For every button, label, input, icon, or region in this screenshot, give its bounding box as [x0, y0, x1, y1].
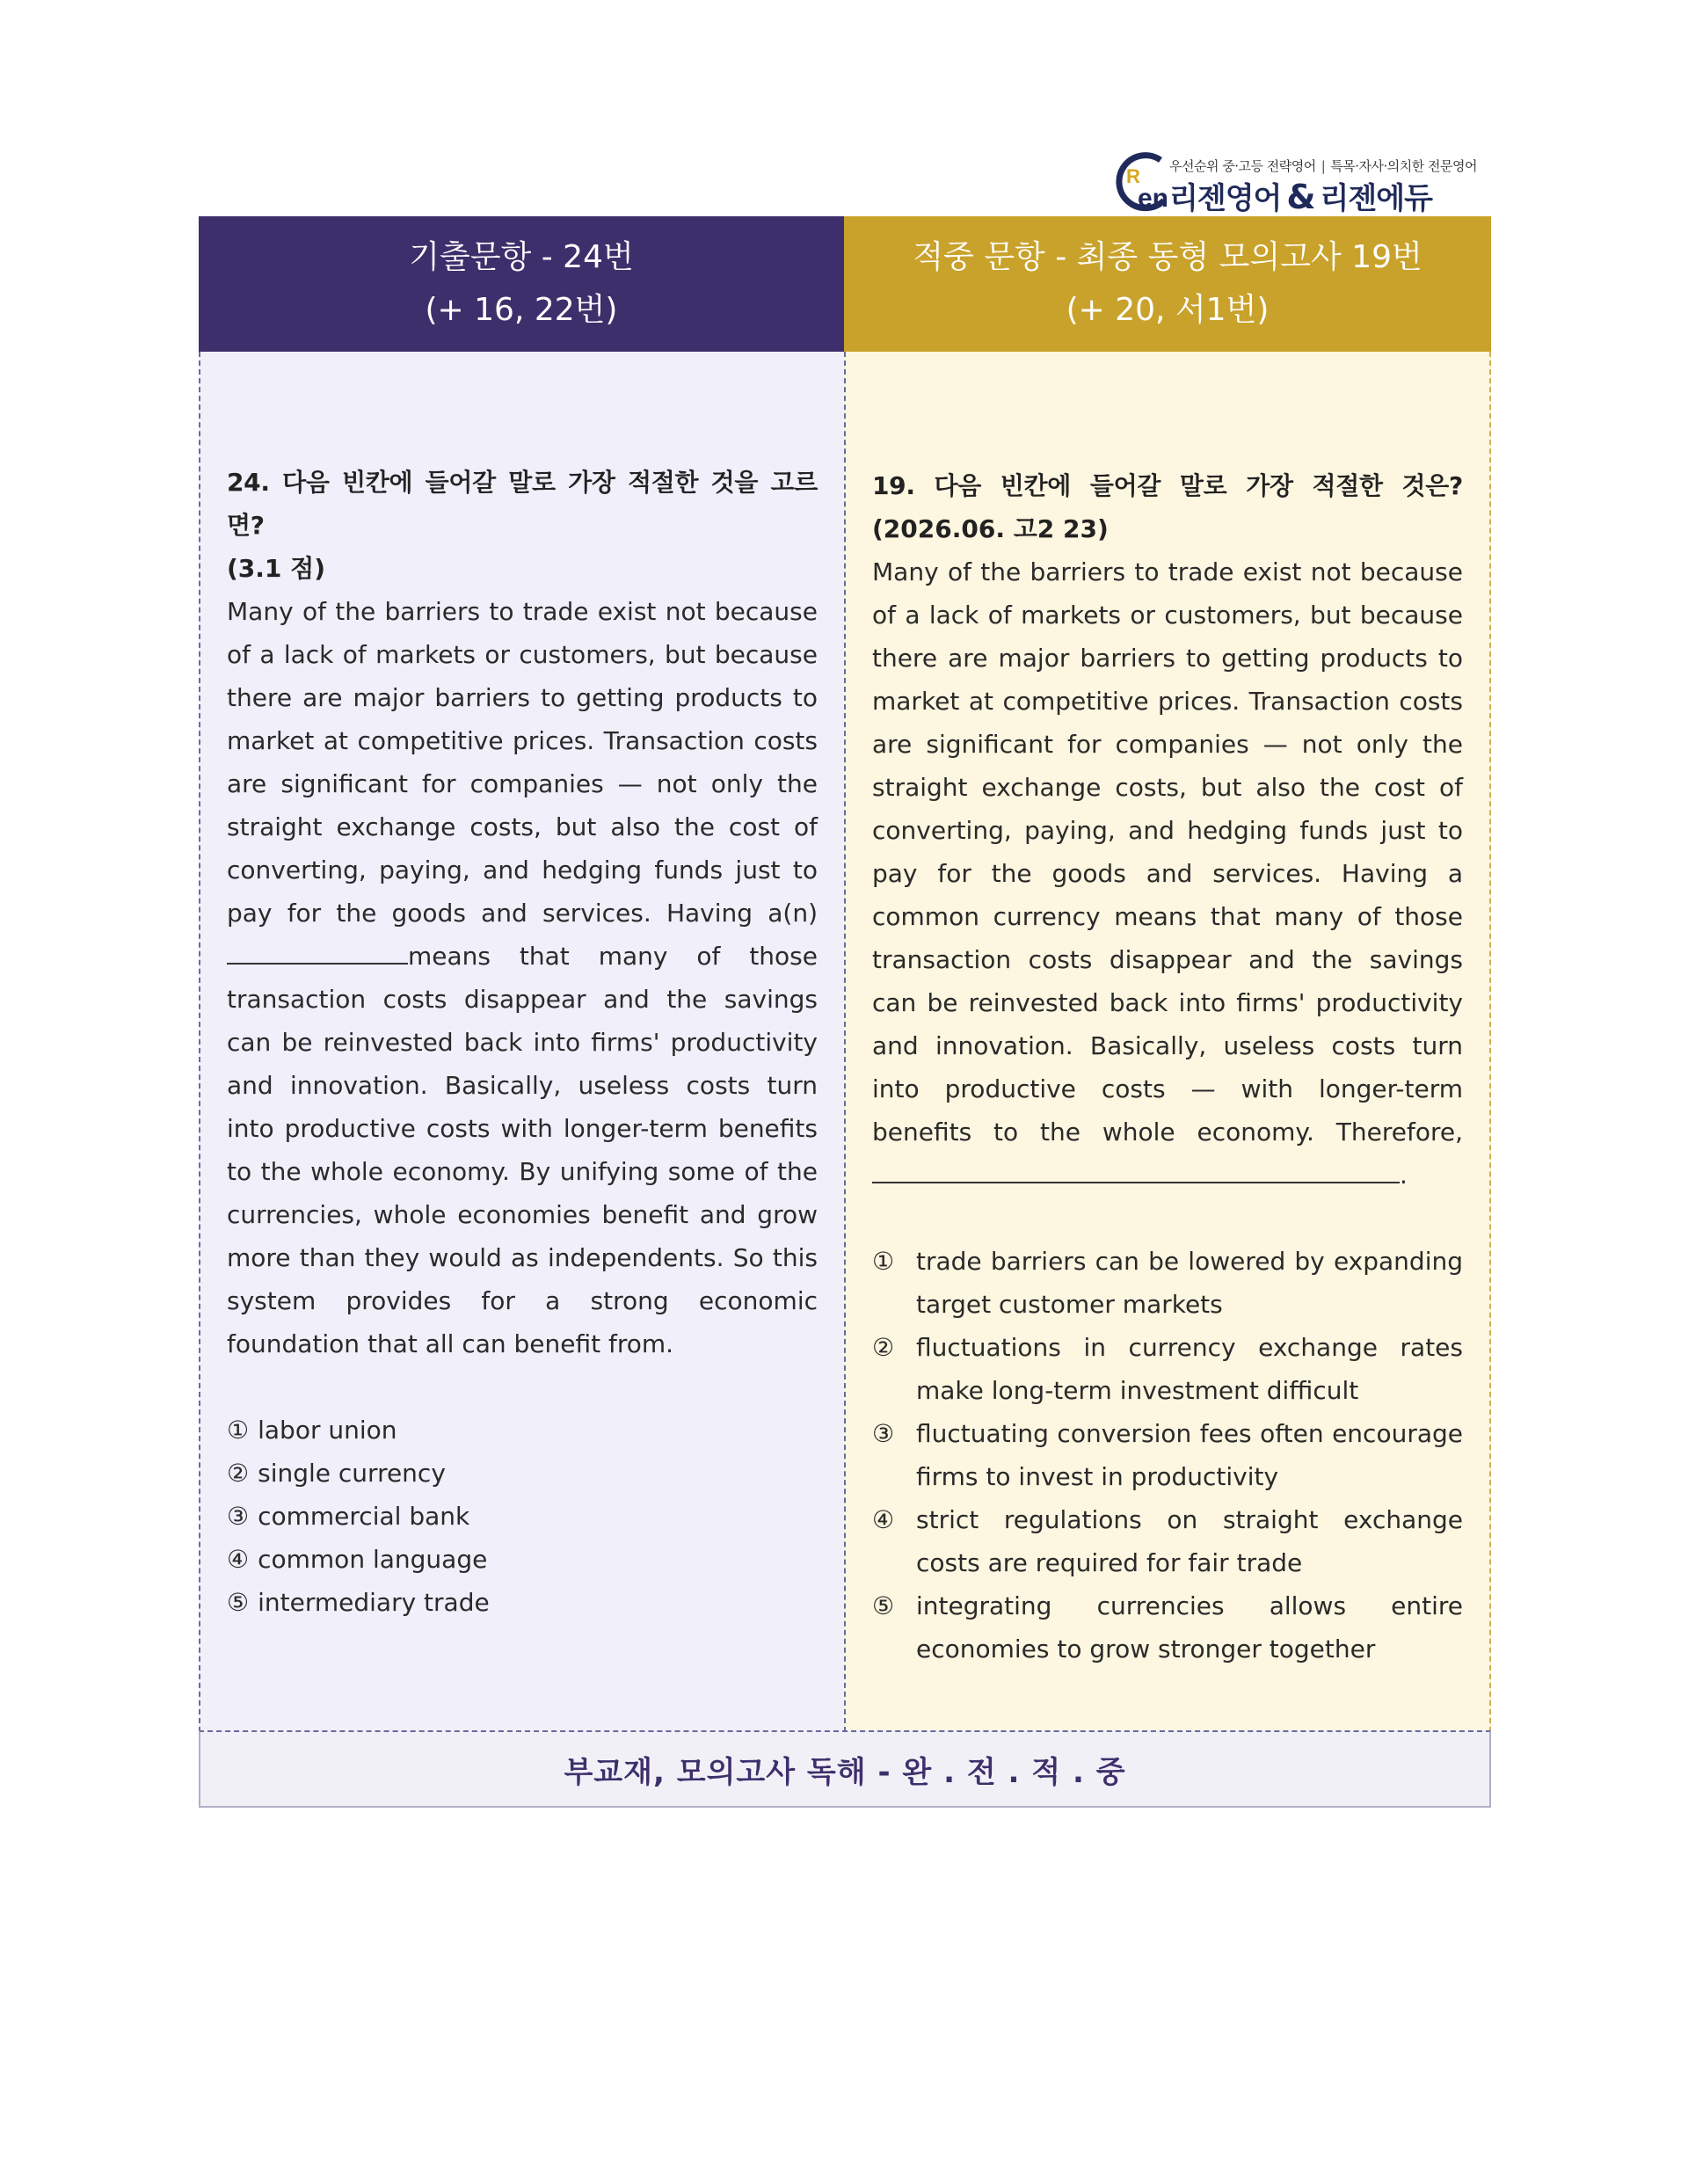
- answer-blank: [227, 942, 408, 965]
- choice-right-3: [872, 1412, 1463, 1498]
- brand-left: 리젠영어: [1169, 181, 1282, 216]
- brand-right: 리젠에듀: [1320, 181, 1432, 216]
- question-right-passage: [872, 550, 1463, 1197]
- brand-logo: [1115, 148, 1493, 216]
- question-left-passage: [227, 590, 818, 1365]
- header-left-line1: 기출문항 - 24번: [409, 239, 634, 275]
- choice-text: labor union: [258, 1416, 397, 1445]
- choice-text: integrating currencies allows entire economies to grow stronger together: [916, 1591, 1463, 1663]
- choice-number: ③: [227, 1502, 250, 1531]
- logo-mark-r: R: [1126, 165, 1140, 187]
- choice-right-5: [872, 1584, 1463, 1671]
- choice-text: strict regulations on straight exchange costs are required for fair trade: [916, 1505, 1463, 1577]
- logo-brand: [1169, 174, 1432, 217]
- passage-right-period: .: [1400, 1161, 1408, 1190]
- column-right: [844, 352, 1491, 1732]
- choice-number: ①: [872, 1247, 895, 1276]
- passage-right: Many of the barriers to trade exist not because of a lack of markets or customers, but because there are major barriers to getting products to market at competitive prices. Transaction costs are significant for companies — not only the straight exchange costs, but also the cost of converting, paying, and hedging funds just to pay for the goods and services. Having a common currency means that many of those transaction costs disappear and the savings can be reinvested back into firms' productivity and innovation. Basically, useless costs turn into productive costs — with longer-term benefits to the whole economy. Therefore,: [872, 557, 1463, 1147]
- column-left: [199, 352, 846, 1732]
- brand-amp: &: [1286, 178, 1315, 216]
- choice-left-1: [227, 1409, 818, 1452]
- choices-left: [227, 1409, 818, 1624]
- header-left-line2: (+ 16, 22번): [425, 292, 618, 328]
- choice-text: intermediary trade: [258, 1588, 490, 1617]
- choices-right: [872, 1240, 1463, 1671]
- choice-number: ②: [227, 1459, 250, 1488]
- passage-left-after: means that many of those transaction costs disappear and the savings can be reinvested back into firms' productivity and innovation. Basically, useless costs turn into productive costs with longer-term benefits to the whole economy. By unifying some of the currencies, whole economies benefit and grow more than they would as independents. So this system provides for a strong economic foundation that all can benefit from.: [227, 942, 818, 1358]
- choice-left-4: [227, 1538, 818, 1581]
- choice-number: ④: [872, 1505, 895, 1534]
- choice-left-2: [227, 1452, 818, 1495]
- header-left: [199, 216, 844, 352]
- choice-left-3: [227, 1495, 818, 1538]
- logo-mark-en: en: [1138, 184, 1169, 213]
- slogan-left: 우선순위 중·고등 전략영어: [1169, 158, 1316, 174]
- logo-mark-icon: [1115, 148, 1175, 216]
- question-left-points: (3.1 점): [227, 554, 325, 583]
- choice-text: fluctuations in currency exchange rates make long-term investment difficult: [916, 1333, 1463, 1405]
- choice-number: ⑤: [227, 1588, 250, 1617]
- choice-number: ⑤: [872, 1591, 895, 1620]
- slogan-separator: |: [1321, 158, 1326, 174]
- choice-number: ①: [227, 1416, 250, 1445]
- choice-text: fluctuating conversion fees often encourage firms to invest in productivity: [916, 1419, 1463, 1491]
- passage-left-before: Many of the barriers to trade exist not because of a lack of markets or customers, but because there are major barriers to getting products to market at competitive prices. Transaction costs are significant for companies — not only the straight exchange costs, but also the cost of converting, paying, and hedging funds just to pay for the goods and services. Having a(n): [227, 597, 818, 928]
- question-left: [227, 461, 818, 1624]
- choice-right-2: [872, 1326, 1463, 1412]
- choice-number: ③: [872, 1419, 895, 1448]
- header-right-line1: 적중 문항 - 최종 동형 모의고사 19번: [913, 239, 1422, 275]
- choice-text: single currency: [258, 1459, 446, 1488]
- comparison-table: [199, 216, 1491, 1808]
- choice-right-4: [872, 1498, 1463, 1584]
- question-right-title: 19. 다음 빈칸에 들어갈 말로 가장 적절한 것은?: [872, 471, 1463, 500]
- question-right-source: (2026.06. 고2 23): [872, 514, 1109, 543]
- footer-banner: 부교재, 모의고사 독해 - 완 . 전 . 적 . 중: [199, 1730, 1491, 1808]
- header-right-line2: (+ 20, 서1번): [1066, 292, 1270, 328]
- choice-text: trade barriers can be lowered by expanding target customer markets: [916, 1247, 1463, 1319]
- logo-slogan: [1169, 157, 1477, 175]
- choice-text: commercial bank: [258, 1502, 470, 1531]
- question-right: [872, 464, 1463, 1671]
- choice-right-1: [872, 1240, 1463, 1326]
- choice-left-5: [227, 1581, 818, 1624]
- slogan-right: 특목·자사·의치한 전문영어: [1330, 158, 1477, 174]
- question-left-title: 24. 다음 빈칸에 들어갈 말로 가장 적절한 것을 고르면?: [227, 468, 818, 540]
- header-right: [844, 216, 1491, 352]
- answer-blank: [872, 1161, 1400, 1183]
- choice-text: common language: [258, 1545, 488, 1574]
- choice-number: ④: [227, 1545, 250, 1574]
- choice-number: ②: [872, 1333, 895, 1362]
